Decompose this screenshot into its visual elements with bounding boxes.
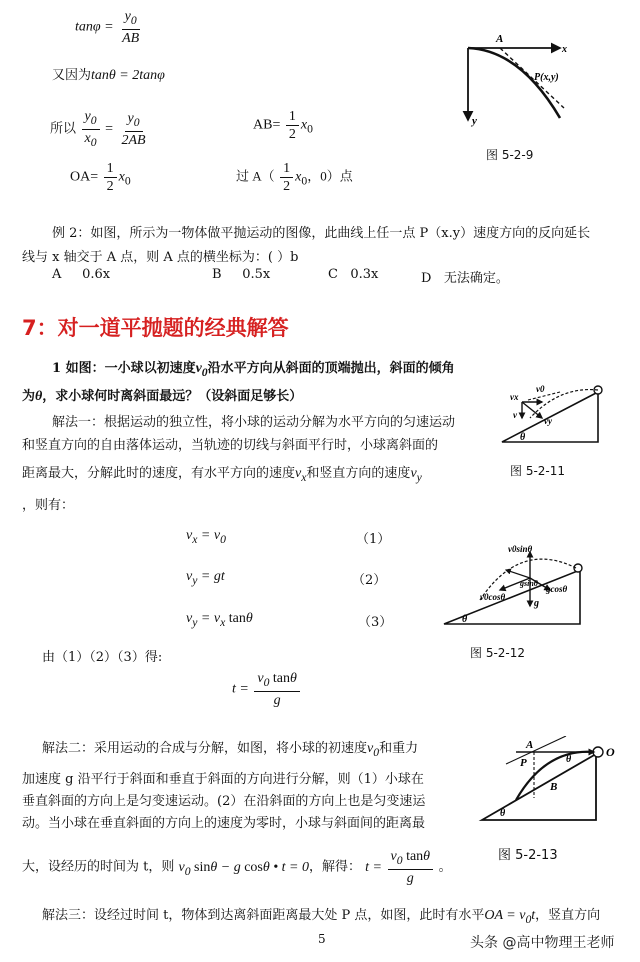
sol1-result: t = $\frac{v_0 \tan\theta}{g}$ bbox=[232, 670, 302, 709]
formula-tan-relation: 又因为tanθ = 2tanφ bbox=[52, 68, 165, 83]
sol1-eq2: $v_y$ = gt bbox=[186, 569, 225, 587]
formula-ratio: 所以 $\frac{y_0}{x_0}$ = $\frac{y_0}{2AB}$ bbox=[50, 109, 146, 149]
sol3-line1: 解法三：设经过时间 t，物体到达离斜面距离最大处 P 点，如图，此时有水平OA = $v_0t$，竖直方向 bbox=[42, 908, 601, 926]
formula-through-a: 过 A（ $\frac{1}{2}$ $x_0$，0）点 bbox=[236, 161, 353, 194]
watermark: 头条 @高中物理王老师 bbox=[470, 935, 615, 951]
sol1-eq1: $v_x = v_0$ bbox=[186, 528, 226, 546]
sol1-eq1-tag: （1） bbox=[356, 532, 391, 547]
sol1-line4: ，则有： bbox=[22, 498, 75, 513]
fig2-label-v0: v0 bbox=[536, 384, 545, 394]
fig4-label-p: P bbox=[520, 757, 527, 769]
sol2-line2: 加速度 g 沿平行于斜面和垂直于斜面的方向进行分解，则（1）小球在 bbox=[22, 772, 424, 787]
example2-option-a: A 0.6x bbox=[52, 267, 111, 282]
fig1-label-x: x bbox=[562, 44, 567, 55]
fig4-label-theta-top: θ bbox=[566, 754, 572, 765]
fig2-label-v: v bbox=[513, 410, 517, 420]
figure-5-2-11 bbox=[500, 378, 610, 448]
sol2-line1: 解法二：采用运动的合成与分解，如图，将小球的初速度$v_0$和重力 bbox=[42, 741, 419, 759]
sol2-line5: 大，设经历的时间为 t，则 $v_0$ sinθ − g cosθ • t = 0，解得： t = $\frac{v_0 \tan\theta}{g}$ 。 bbox=[22, 849, 452, 886]
sol1-line1: 解法一：根据运动的独立性，将小球的运动分解为水平方向的匀速运动 bbox=[52, 415, 456, 430]
example2-line1: 例 2：如图，所示为一物体做平抛运动的图像，此曲线上任一点 P（x.y）速度方向的反向延长 bbox=[52, 226, 591, 241]
page-number: 5 bbox=[318, 932, 326, 946]
caption-fig-5-2-12: 图 5-2-12 bbox=[470, 646, 526, 660]
fig2-label-vy: vy bbox=[544, 416, 552, 426]
fig4-label-o: O bbox=[606, 745, 615, 759]
sol1-line3: 距离最大，分解此时的速度，有水平方向的速度$v_x$和竖直方向的速度$v_y$ bbox=[22, 466, 422, 484]
sol1-eq3-tag: （3） bbox=[358, 615, 393, 630]
example2-option-b: B 0.5x bbox=[212, 267, 271, 282]
fig3-label-theta: θ bbox=[462, 614, 468, 625]
sol2-line4: 动。当小球在垂直斜面的方向上的速度为零时，小球与斜面间的距离最 bbox=[22, 816, 426, 831]
figure-5-2-13 bbox=[476, 736, 626, 826]
sol1-from: 由（1）（2）（3）得: bbox=[42, 650, 163, 665]
fig2-label-vx: vx bbox=[510, 392, 519, 402]
sol1-eq3: $v_y = v_x$ tanθ bbox=[186, 611, 253, 629]
fig3-label-v0sin: v0sinθ bbox=[508, 544, 533, 554]
caption-fig-5-2-11: 图 5-2-11 bbox=[510, 464, 566, 478]
sol1-eq2-tag: （2） bbox=[352, 573, 387, 588]
formula-oa: OA= $\frac{1}{2}$ $x_0$ bbox=[70, 161, 131, 194]
example2-option-c: C 0.3x bbox=[328, 267, 379, 282]
figure-5-2-9 bbox=[460, 28, 580, 133]
example2-option-d: D 无法确定。 bbox=[421, 271, 509, 286]
fig4-label-a: A bbox=[526, 739, 534, 751]
figure-5-2-12 bbox=[440, 540, 590, 630]
problem-line2: 为θ，求小球何时离斜面最远？（设斜面足够长） bbox=[22, 389, 303, 404]
caption-fig-5-2-13: 图 5-2-13 bbox=[498, 848, 558, 863]
fig4-label-theta-bottom: θ bbox=[500, 808, 506, 819]
section-title: 7：对一道平抛题的经典解答 bbox=[22, 316, 289, 340]
fig3-label-g: g bbox=[534, 598, 539, 609]
sol2-line3: 垂直斜面的方向上是匀变速运动。(2）在沿斜面的方向上也是匀变速运 bbox=[22, 794, 426, 809]
fig1-label-p: P(x,y) bbox=[534, 72, 559, 83]
fig2-label-theta: θ bbox=[520, 432, 526, 443]
example2-line2: 线与 x 轴交于 A 点，则 A 点的横坐标为：( ）b bbox=[22, 250, 299, 265]
sol1-line2: 和竖直方向的自由落体运动，当轨迹的切线与斜面平行时，小球离斜面的 bbox=[22, 438, 439, 453]
fig3-label-gsin: gsinθ bbox=[520, 579, 538, 588]
formula-ab: AB= $\frac{1}{2}$ $x_0$ bbox=[253, 109, 313, 142]
fig3-label-gcos: gcosθ bbox=[546, 584, 568, 594]
fig1-label-y: y bbox=[472, 115, 477, 127]
fig1-label-a: A bbox=[496, 33, 504, 45]
caption-fig-5-2-9: 图 5-2-9 bbox=[486, 148, 534, 162]
fig4-label-b: B bbox=[550, 781, 558, 793]
fig3-label-v0cos: v0cosθ bbox=[480, 592, 506, 602]
formula-tanphi: tanφ = $\frac{y_0}{AB}$ bbox=[75, 9, 140, 46]
problem-line1: 1 如图：一小球以初速度$v_0$沿水平方向从斜面的顶端抛出，斜面的倾角 bbox=[52, 361, 455, 379]
